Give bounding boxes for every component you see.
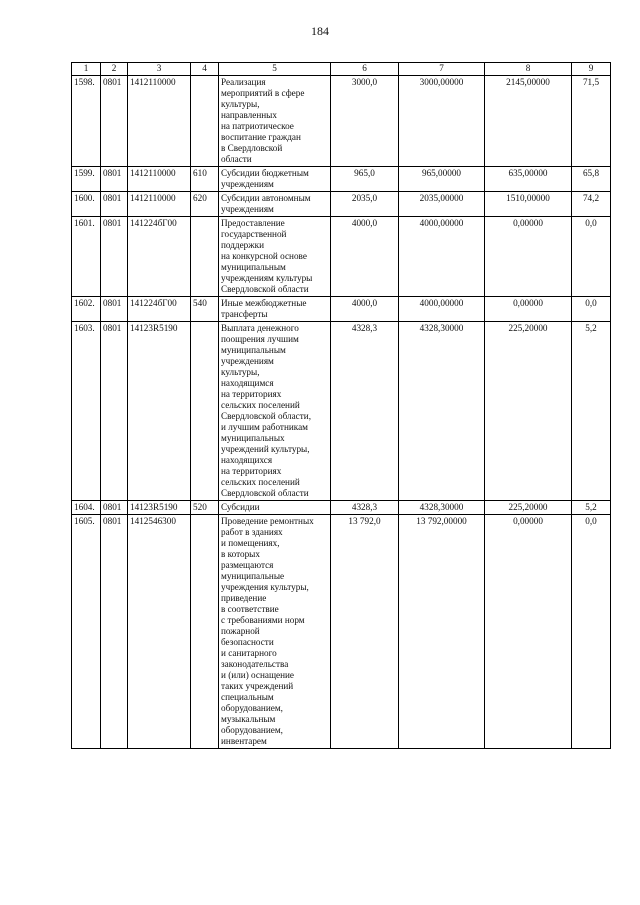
row-number-cell: 1601.	[72, 217, 101, 297]
name-line: учреждениям	[221, 356, 274, 366]
name-line: сельских поселений	[221, 400, 300, 410]
table-row	[72, 515, 611, 749]
approved-amount-cell: 3000,0	[331, 76, 399, 167]
name-line: трансферты	[221, 309, 268, 319]
name-line: находящимся	[221, 378, 274, 388]
expense-type-cell: 620	[191, 192, 219, 217]
name-line: размещаются	[221, 560, 274, 570]
name-line: в Свердловской	[221, 143, 283, 153]
executed-amount-cell: 225,20000	[485, 322, 572, 501]
name-cell	[219, 515, 331, 749]
name-cell	[219, 322, 331, 501]
name-cell	[219, 217, 331, 297]
name-line: области	[221, 154, 252, 164]
approved-amount-cell: 4000,0	[331, 217, 399, 297]
target-code-cell: 1412546300	[128, 515, 191, 749]
name-line: Предоставление	[221, 218, 285, 228]
name-line: оборудованием,	[221, 703, 283, 713]
percent-executed-cell: 0,0	[572, 515, 611, 749]
name-line: в соответствие	[221, 604, 279, 614]
table-row	[72, 192, 611, 217]
section-code-cell: 0801	[101, 322, 128, 501]
expense-type-cell	[191, 515, 219, 749]
column-header: 2	[101, 63, 128, 76]
name-line: поддержки	[221, 240, 264, 250]
name-line: Субсидии бюджетным	[221, 168, 309, 178]
column-header: 7	[399, 63, 485, 76]
name-line: Иные межбюджетные	[221, 298, 307, 308]
name-cell	[219, 167, 331, 192]
executed-amount-cell: 0,00000	[485, 297, 572, 322]
name-line: работ в зданиях	[221, 527, 283, 537]
name-line: культуры,	[221, 367, 260, 377]
executed-amount-cell: 1510,00000	[485, 192, 572, 217]
expense-type-cell: 540	[191, 297, 219, 322]
page-number: 184	[311, 24, 329, 38]
name-line: безопасности	[221, 637, 274, 647]
name-line: специальным	[221, 692, 274, 702]
name-line: пожарной	[221, 626, 260, 636]
name-line: Субсидии	[221, 502, 260, 512]
name-line: мероприятий в сфере	[221, 88, 305, 98]
name-line: сельских поселений	[221, 477, 300, 487]
name-line: таких учреждений	[221, 681, 294, 691]
target-code-cell: 1412110000	[128, 192, 191, 217]
refined-amount-cell: 3000,00000	[399, 76, 485, 167]
refined-amount-cell: 4000,00000	[399, 217, 485, 297]
row-number-cell: 1604.	[72, 501, 101, 515]
name-cell	[219, 192, 331, 217]
name-line: культуры,	[221, 99, 260, 109]
executed-amount-cell: 2145,00000	[485, 76, 572, 167]
row-number-cell: 1600.	[72, 192, 101, 217]
name-line: с требованиями норм	[221, 615, 305, 625]
section-code-cell: 0801	[101, 217, 128, 297]
refined-amount-cell: 13 792,00000	[399, 515, 485, 749]
target-code-cell: 141224бГ00	[128, 297, 191, 322]
refined-amount-cell: 4328,30000	[399, 501, 485, 515]
refined-amount-cell: 4000,00000	[399, 297, 485, 322]
name-line: на конкурсной основе	[221, 251, 307, 261]
name-line: учреждений культуры,	[221, 444, 310, 454]
expense-type-cell	[191, 76, 219, 167]
table-row	[72, 322, 611, 501]
column-header: 6	[331, 63, 399, 76]
name-line: муниципальным	[221, 262, 286, 272]
column-header: 8	[485, 63, 572, 76]
name-line: муниципальным	[221, 345, 286, 355]
section-code-cell: 0801	[101, 192, 128, 217]
expense-type-cell	[191, 217, 219, 297]
percent-executed-cell: 5,2	[572, 322, 611, 501]
target-code-cell: 1412110000	[128, 167, 191, 192]
executed-amount-cell: 635,00000	[485, 167, 572, 192]
approved-amount-cell: 4328,3	[331, 322, 399, 501]
name-line: направленных	[221, 110, 277, 120]
name-line: учреждения культуры,	[221, 582, 309, 592]
name-line: на территориях	[221, 389, 282, 399]
name-line: и помещениях,	[221, 538, 280, 548]
section-code-cell: 0801	[101, 167, 128, 192]
section-code-cell: 0801	[101, 501, 128, 515]
name-cell	[219, 501, 331, 515]
name-line: Реализация	[221, 77, 266, 87]
executed-amount-cell: 0,00000	[485, 217, 572, 297]
column-header: 1	[72, 63, 101, 76]
name-line: учреждениям культуры	[221, 273, 313, 283]
row-number-cell: 1603.	[72, 322, 101, 501]
approved-amount-cell: 4328,3	[331, 501, 399, 515]
name-line: и лучшим работникам	[221, 422, 308, 432]
executed-amount-cell: 0,00000	[485, 515, 572, 749]
name-line: Субсидии автономным	[221, 193, 311, 203]
name-line: Проведение ремонтных	[221, 516, 314, 526]
name-line: Свердловской области,	[221, 411, 311, 421]
section-code-cell: 0801	[101, 297, 128, 322]
name-line: Выплата денежного	[221, 323, 299, 333]
name-line: и санитарного	[221, 648, 277, 658]
name-line: государственной	[221, 229, 287, 239]
name-line: на патриотическое	[221, 121, 294, 131]
name-line: инвентарем	[221, 736, 267, 746]
name-line: Свердловской области	[221, 284, 309, 294]
executed-amount-cell: 225,20000	[485, 501, 572, 515]
percent-executed-cell: 65,8	[572, 167, 611, 192]
approved-amount-cell: 965,0	[331, 167, 399, 192]
budget-table	[71, 62, 611, 749]
name-line: муниципальных	[221, 433, 285, 443]
row-number-cell: 1602.	[72, 297, 101, 322]
name-line: воспитание граждан	[221, 132, 301, 142]
target-code-cell: 14123R5190	[128, 322, 191, 501]
header-row	[72, 63, 611, 76]
refined-amount-cell: 4328,30000	[399, 322, 485, 501]
refined-amount-cell: 2035,00000	[399, 192, 485, 217]
name-line: на территориях	[221, 466, 282, 476]
column-header: 3	[128, 63, 191, 76]
table-row	[72, 217, 611, 297]
column-header: 9	[572, 63, 611, 76]
table-row	[72, 76, 611, 167]
row-number-cell: 1605.	[72, 515, 101, 749]
name-line: законодательства	[221, 659, 289, 669]
percent-executed-cell: 5,2	[572, 501, 611, 515]
section-code-cell: 0801	[101, 515, 128, 749]
name-line: приведение	[221, 593, 267, 603]
percent-executed-cell: 71,5	[572, 76, 611, 167]
percent-executed-cell: 74,2	[572, 192, 611, 217]
section-code-cell: 0801	[101, 76, 128, 167]
name-line: находящихся	[221, 455, 273, 465]
target-code-cell: 141224бГ00	[128, 217, 191, 297]
name-line: и (или) оснащение	[221, 670, 295, 680]
table-row	[72, 297, 611, 322]
name-line: в которых	[221, 549, 260, 559]
target-code-cell: 1412110000	[128, 76, 191, 167]
name-line: учреждениям	[221, 204, 274, 214]
percent-executed-cell: 0,0	[572, 217, 611, 297]
table-row	[72, 167, 611, 192]
approved-amount-cell: 13 792,0	[331, 515, 399, 749]
expense-type-cell: 520	[191, 501, 219, 515]
name-cell	[219, 76, 331, 167]
name-cell	[219, 297, 331, 322]
name-line: муниципальные	[221, 571, 285, 581]
refined-amount-cell: 965,00000	[399, 167, 485, 192]
column-header: 4	[191, 63, 219, 76]
approved-amount-cell: 4000,0	[331, 297, 399, 322]
row-number-cell: 1599.	[72, 167, 101, 192]
name-line: музыкальным	[221, 714, 276, 724]
target-code-cell: 14123R5190	[128, 501, 191, 515]
expense-type-cell: 610	[191, 167, 219, 192]
table-row	[72, 501, 611, 515]
name-line: Свердловской области	[221, 488, 309, 498]
name-line: учреждениям	[221, 179, 274, 189]
approved-amount-cell: 2035,0	[331, 192, 399, 217]
name-line: поощрения лучшим	[221, 334, 299, 344]
table-body	[72, 76, 611, 749]
row-number-cell: 1598.	[72, 76, 101, 167]
name-line: оборудованием,	[221, 725, 283, 735]
expense-type-cell	[191, 322, 219, 501]
column-header: 5	[219, 63, 331, 76]
percent-executed-cell: 0,0	[572, 297, 611, 322]
